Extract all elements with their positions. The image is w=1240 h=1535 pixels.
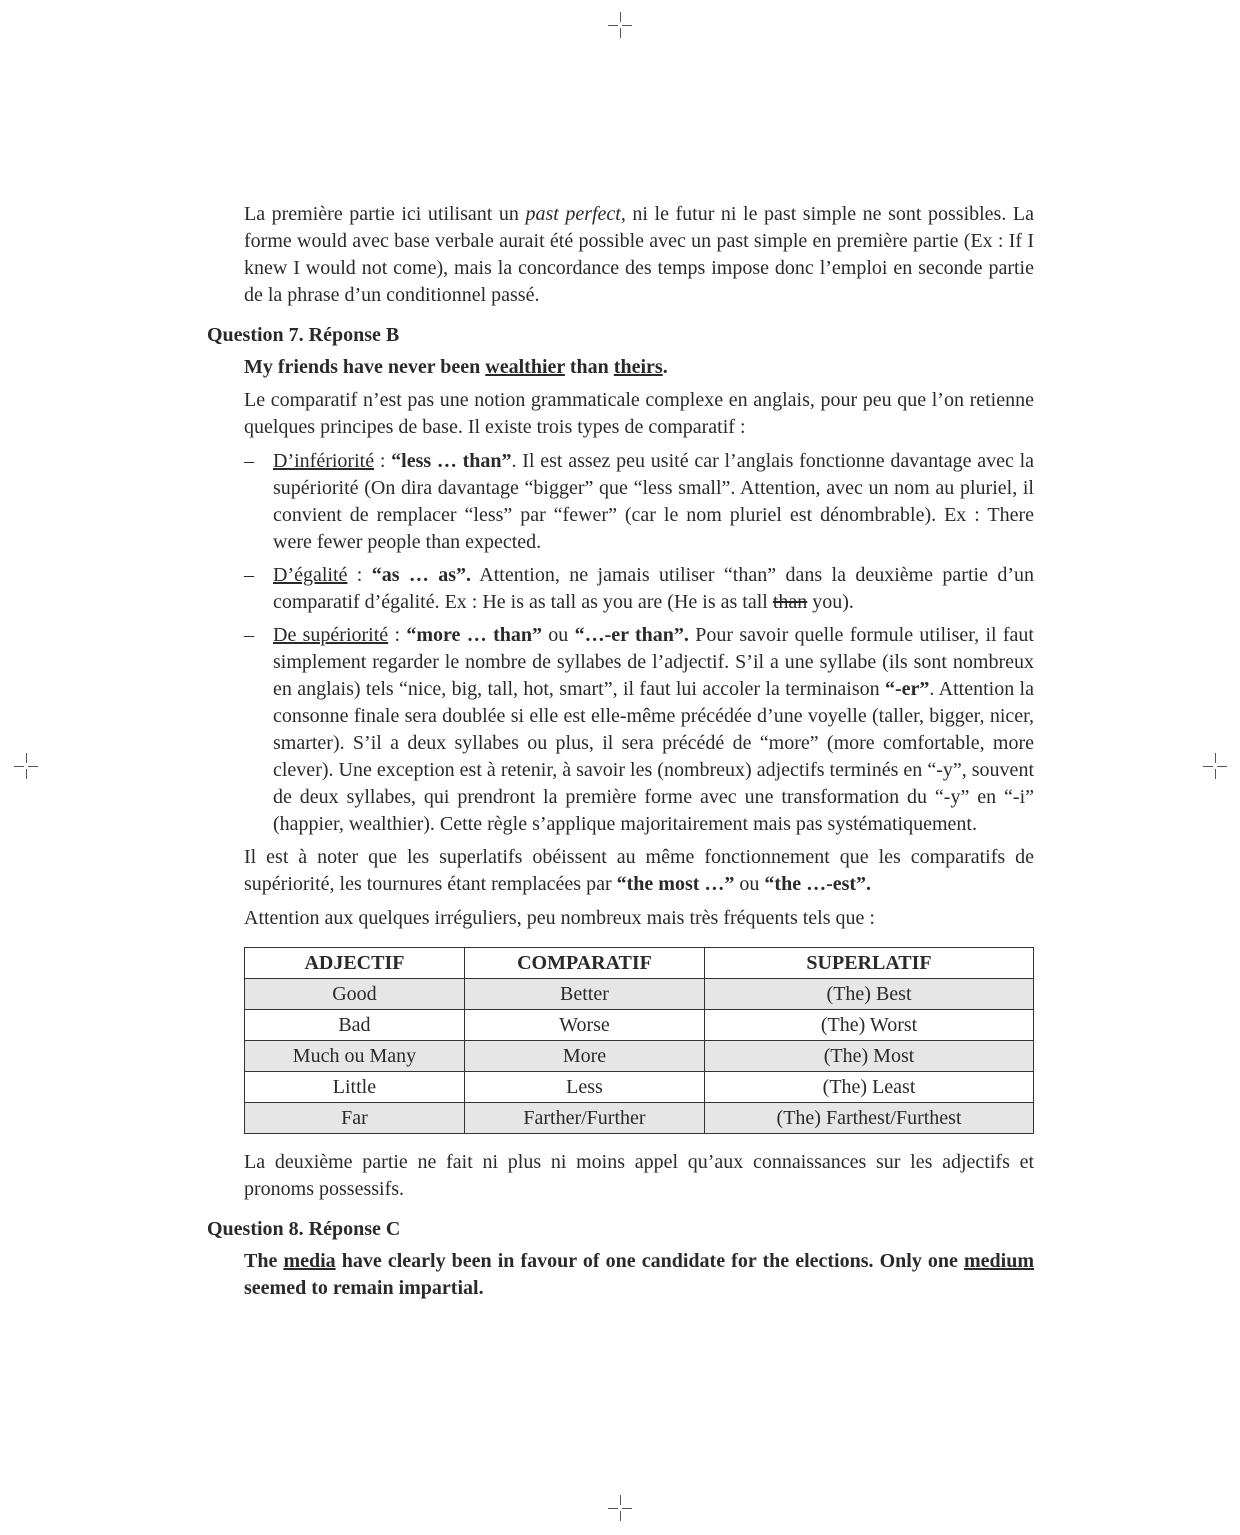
list-item-label: D’infériorité [273,450,375,472]
question-7-heading: Question 7. Réponse B [207,324,400,346]
table-cell: Little [245,1072,465,1103]
question-8-heading: Question 8. Réponse C [207,1218,401,1240]
table-row [245,979,1034,1010]
column-header: ADJECTIF [245,948,465,979]
list-item: – De supériorité : “more … than” ou “…-er than”. Pour savoir quelle formule utiliser, il faut simplement regarder le nombre de syllabes de l’adjectif. S’il a une syllabe (ils sont nombreux en anglais) tels “nice, big, tall, hot, smart”, il faut lui accoler la terminaison “-er”. Attention la consonne finale sera doublée si elle est elle-même précédée d’une voyelle (taller, bigger, nicer, smarter). S’il a deux syllabes ou plus, il sera précédé de “more” (more comfortable, more clever). Une exception est à retenir, à savoir les (nombreux) adjectifs terminés en “-y”, souvent de deux syllabes, qui prendront la première forme avec une transformation du “-y” en “-i” (happier, wealthier). Cette règle s’applique majoritairement mais pas systématiquement. [244,624,1034,835]
underlined-word: media [283,1250,336,1272]
crop-mark-right [1195,751,1235,783]
intro-italic: past perfect [525,203,621,225]
table-cell: (The) Worst [705,1010,1034,1041]
list-item-label: D’égalité [273,564,348,586]
comparative-types-list [244,448,1034,838]
irregular-intro: Attention aux quelques irréguliers, peu nombreux mais très fréquents tels que : [244,907,875,929]
table-cell: Less [464,1072,704,1103]
table-cell: Better [464,979,704,1010]
column-header: SUPERLATIF [705,948,1034,979]
list-item-label: De supériorité [273,624,389,646]
column-header: COMPARATIF [464,948,704,979]
underlined-word: theirs [613,356,663,378]
question-8-sentence: The media have clearly been in favour of one candidate for the elections. Only one medium seemed to remain impartial. [244,1250,1035,1299]
table-cell: (The) Best [705,979,1034,1010]
crop-mark-bottom [600,1493,640,1525]
page-content [207,201,1035,1308]
table-row [245,1072,1034,1103]
crop-mark-top [600,10,640,42]
table-header-row [245,948,1034,979]
conclusion-paragraph: La deuxième partie ne fait ni plus ni moins appel qu’aux connaissances sur les adjectifs et pronoms possessifs. [244,1151,1034,1200]
intro-text-a: La première partie ici utilisant un [244,203,526,225]
dash-bullet: – [244,450,254,472]
table-cell: (The) Most [705,1041,1034,1072]
crop-mark-left [6,751,46,783]
table-cell: (The) Farthest/Furthest [705,1103,1034,1134]
list-item: – D’infériorité : “less … than”. Il est assez peu usité car l’anglais fonctionne davantage avec la supériorité (On dira davantage “bigger” que “less small”. Attention, avec un nom au pluriel, il convient de remplacer “less” par “fewer” (car le nom pluriel est dénombrable). Ex : There were fewer people than expected. [244,450,1035,553]
table-cell: Bad [245,1010,465,1041]
table-cell: Good [245,979,465,1010]
struck-word: than [772,591,808,613]
underlined-word: wealthier [485,356,565,378]
table-cell: Far [245,1103,465,1134]
dash-bullet: – [244,624,254,646]
table-cell: More [464,1041,704,1072]
table-row [245,1010,1034,1041]
table-cell: Much ou Many [245,1041,465,1072]
superlatives-paragraph: Il est à noter que les superlatifs obéissent au même fonctionnement que les comparatifs de supériorité, les tournures étant remplacées par “the most …” ou “the …-est”. [244,846,1034,895]
comparatif-intro: Le comparatif n’est pas une notion grammaticale complexe en anglais, pour peu que l’on retienne quelques principes de base. Il existe trois types de comparatif : [244,389,1034,438]
table-cell: (The) Least [705,1072,1034,1103]
irregular-adjectives-table [244,947,1034,1134]
table-cell: Worse [464,1010,704,1041]
intro-paragraph [244,201,1034,309]
table-row [245,1103,1034,1134]
intro-text-b: , ni le futur ni le past simple ne sont possibles. La forme would avec base verbale aurait été possible avec un past simple en première partie (Ex : If I knew I would not come), mais la concordance des temps impose donc l’emploi en seconde partie de la phrase d’un conditionnel passé. [244,203,1034,306]
question-7-sentence: My friends have never been wealthier than theirs. [244,356,668,378]
list-item: – D’égalité : “as … as”. Attention, ne jamais utiliser “than” dans la deuxième partie d’un comparatif d’égalité. Ex : He is as tall as you are (He is as tall than you). [244,564,1034,613]
dash-bullet: – [244,564,254,586]
table-cell: Farther/Further [464,1103,704,1134]
underlined-word: medium [964,1250,1035,1272]
table-row [245,1041,1034,1072]
